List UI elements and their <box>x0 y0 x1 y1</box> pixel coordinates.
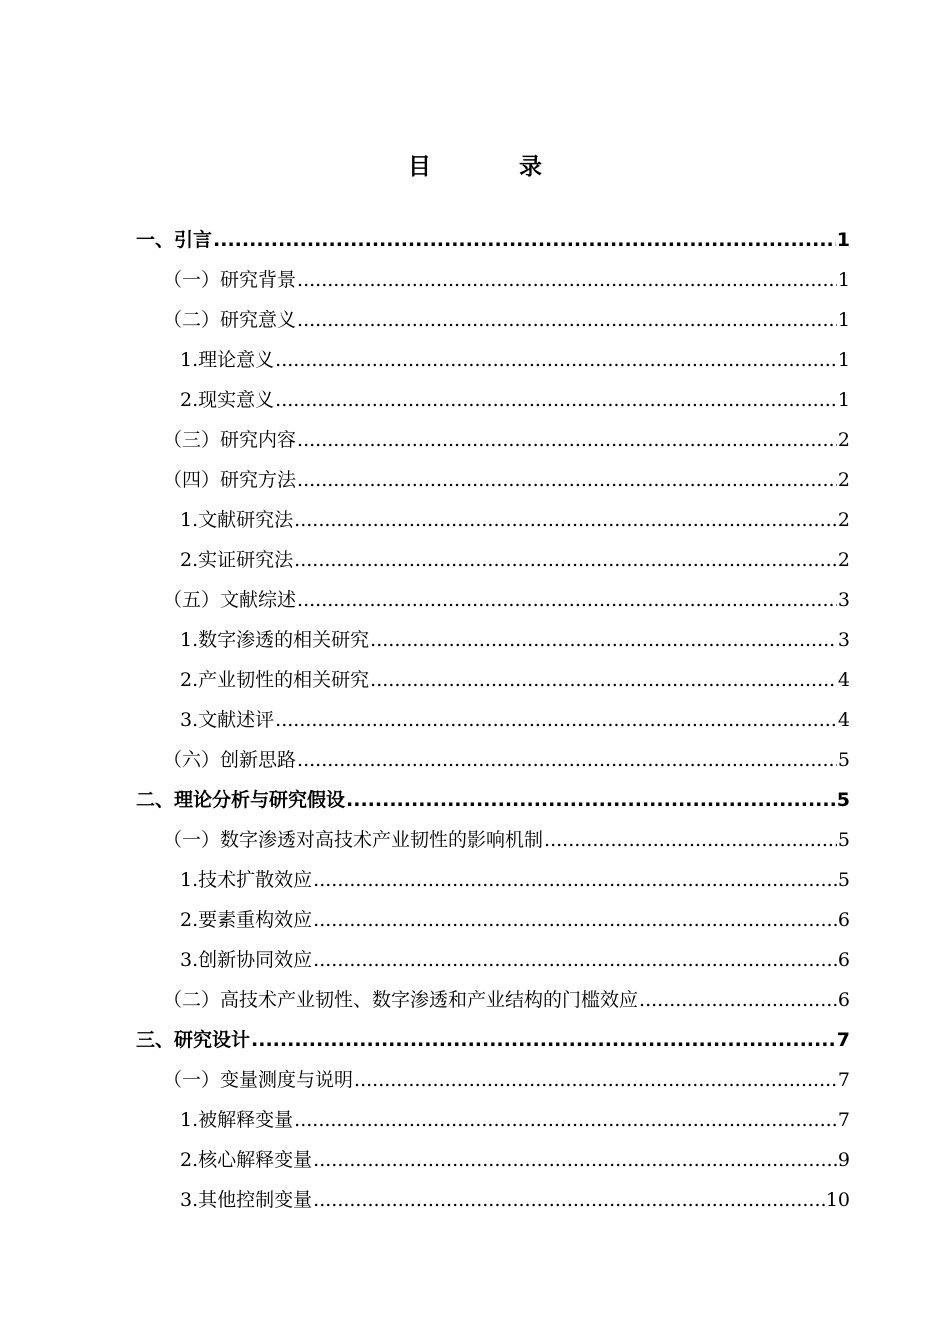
dot-leader <box>294 1100 837 1140</box>
toc-entry-level-1[interactable] <box>136 1020 850 1060</box>
toc-entry-page-number: 7 <box>837 1069 850 1091</box>
toc-entry-level-3[interactable] <box>180 900 850 940</box>
toc-entry-level-3[interactable] <box>180 380 850 420</box>
toc-entry-level-2[interactable] <box>163 980 850 1020</box>
toc-entry-page-number: 1 <box>837 309 850 331</box>
toc-entry-level-2[interactable] <box>163 740 850 780</box>
toc-entry-level-2[interactable] <box>163 460 850 500</box>
toc-entry-label: 理论意义 <box>198 349 275 371</box>
dot-leader <box>639 980 837 1020</box>
toc-entry-label: 技术扩散效应 <box>198 869 313 891</box>
toc-entry-level-3[interactable] <box>180 1140 850 1180</box>
toc-entry-page-number: 1 <box>837 389 850 411</box>
toc-entry-page-number: 1 <box>837 349 850 371</box>
toc-entry-number: （六） <box>163 749 221 771</box>
dot-leader <box>297 740 837 780</box>
toc-entry-level-3[interactable] <box>180 860 850 900</box>
dot-leader <box>313 900 837 940</box>
toc-entry-page-number: 7 <box>837 1109 850 1131</box>
toc-entry-level-3[interactable] <box>180 660 850 700</box>
toc-entry-page-number: 2 <box>837 429 850 451</box>
toc-entry-page-number: 5 <box>837 829 850 851</box>
toc-entry-label: 理论分析与研究假设 <box>174 789 346 811</box>
toc-entry-label: 研究背景 <box>220 269 297 291</box>
toc-entry-label: 研究意义 <box>220 309 297 331</box>
dot-leader <box>297 460 837 500</box>
toc-entry-label: 变量测度与说明 <box>220 1069 354 1091</box>
toc-entry-number: 2. <box>180 669 199 691</box>
toc-entry-number: 2. <box>180 389 199 411</box>
toc-entry-number: （五） <box>163 589 221 611</box>
toc-entry-page-number: 1 <box>836 229 850 251</box>
toc-entry-number: 1. <box>180 1109 199 1131</box>
toc-entry-label: 文献研究法 <box>198 509 294 531</box>
dot-leader <box>275 340 837 380</box>
toc-entry-label: 创新思路 <box>220 749 297 771</box>
toc-entry-label: 数字渗透的相关研究 <box>198 629 370 651</box>
toc-entry-page-number: 6 <box>837 909 850 931</box>
toc-entry-number: 三、 <box>136 1029 175 1051</box>
toc-entry-number: 2. <box>180 909 199 931</box>
toc-entry-label: 研究方法 <box>220 469 297 491</box>
toc-entry-level-3[interactable] <box>180 700 850 740</box>
toc-entry-number: 3. <box>180 709 199 731</box>
toc-entry-label: 实证研究法 <box>198 549 294 571</box>
toc-entry-number: 1. <box>180 509 199 531</box>
dot-leader <box>313 860 837 900</box>
toc-entry-page-number: 4 <box>837 709 850 731</box>
toc-entry-level-2[interactable] <box>163 820 850 860</box>
toc-entry-level-2[interactable] <box>163 580 850 620</box>
toc-entry-page-number: 5 <box>836 789 850 811</box>
toc-entry-number: （二） <box>163 989 221 1011</box>
toc-entry-label: 研究设计 <box>174 1029 251 1051</box>
toc-entry-number: （一） <box>163 1069 221 1091</box>
toc-entry-number: （二） <box>163 309 221 331</box>
toc-entry-number: 1. <box>180 629 199 651</box>
toc-entry-page-number: 4 <box>837 669 850 691</box>
dot-leader <box>370 660 837 700</box>
toc-entry-label: 产业韧性的相关研究 <box>198 669 370 691</box>
toc-entry-page-number: 7 <box>836 1029 850 1051</box>
toc-entry-level-3[interactable] <box>180 540 850 580</box>
toc-entry-number: （一） <box>163 829 221 851</box>
dot-leader <box>313 1180 825 1220</box>
toc-title: 目 录 <box>407 154 582 180</box>
dot-leader <box>275 700 837 740</box>
dot-leader <box>313 1140 837 1180</box>
toc-entry-number: 二、 <box>136 789 175 811</box>
toc-entry-label: 要素重构效应 <box>198 909 313 931</box>
toc-entry-label: 文献综述 <box>220 589 297 611</box>
toc-entry-number: （三） <box>163 429 221 451</box>
dot-leader <box>251 1020 836 1060</box>
toc-entry-page-number: 5 <box>837 869 850 891</box>
toc-entry-label: 核心解释变量 <box>198 1149 313 1171</box>
toc-entry-page-number: 2 <box>837 549 850 571</box>
toc-entry-number: 一、 <box>136 229 175 251</box>
toc-entry-number: 2. <box>180 549 199 571</box>
toc-entry-level-3[interactable] <box>180 1100 850 1140</box>
toc-entry-level-3[interactable] <box>180 1180 850 1220</box>
toc-entry-page-number: 10 <box>825 1189 850 1211</box>
toc-entry-level-1[interactable] <box>136 780 850 820</box>
toc-entry-level-2[interactable] <box>163 260 850 300</box>
toc-entry-page-number: 2 <box>837 469 850 491</box>
toc-entry-page-number: 3 <box>837 629 850 651</box>
toc-entry-page-number: 5 <box>837 749 850 771</box>
dot-leader <box>354 1060 837 1100</box>
toc-entry-label: 创新协同效应 <box>198 949 313 971</box>
toc-entry-number: （四） <box>163 469 221 491</box>
toc-entry-page-number: 1 <box>837 269 850 291</box>
toc-entry-number: 2. <box>180 1149 199 1171</box>
toc-entry-label: 其他控制变量 <box>198 1189 313 1211</box>
dot-leader <box>294 540 837 580</box>
toc-entry-number: （一） <box>163 269 221 291</box>
toc-entry-number: 1. <box>180 349 199 371</box>
toc-entry-label: 文献述评 <box>198 709 275 731</box>
toc-entry-label: 研究内容 <box>220 429 297 451</box>
toc-entry-level-3[interactable] <box>180 500 850 540</box>
dot-leader <box>213 220 836 260</box>
toc-entry-level-3[interactable] <box>180 620 850 660</box>
toc-entry-label: 数字渗透对高技术产业韧性的影响机制 <box>220 829 544 851</box>
dot-leader <box>370 620 837 660</box>
dot-leader <box>297 580 837 620</box>
dot-leader <box>544 820 837 860</box>
toc-entry-level-3[interactable] <box>180 340 850 380</box>
dot-leader <box>275 380 837 420</box>
toc-entry-page-number: 9 <box>837 1149 850 1171</box>
toc-entry-level-2[interactable] <box>163 1060 850 1100</box>
toc-entry-level-2[interactable] <box>163 420 850 460</box>
toc-entry-level-2[interactable] <box>163 300 850 340</box>
toc-entry-label: 现实意义 <box>198 389 275 411</box>
dot-leader <box>297 420 837 460</box>
dot-leader <box>346 780 836 820</box>
toc-entry-number: 3. <box>180 949 199 971</box>
toc-entry-number: 3. <box>180 1189 199 1211</box>
toc-entry-label: 高技术产业韧性、数字渗透和产业结构的门槛效应 <box>220 989 639 1011</box>
toc-entry-page-number: 6 <box>837 949 850 971</box>
dot-leader <box>313 940 837 980</box>
toc-entry-label: 被解释变量 <box>198 1109 294 1131</box>
dot-leader <box>294 500 837 540</box>
toc-entry-page-number: 6 <box>837 989 850 1011</box>
toc-entry-label: 引言 <box>174 229 213 251</box>
toc-entry-number: 1. <box>180 869 199 891</box>
toc-entry-page-number: 3 <box>837 589 850 611</box>
dot-leader <box>297 260 837 300</box>
toc-entry-level-3[interactable] <box>180 940 850 980</box>
toc-entry-page-number: 2 <box>837 509 850 531</box>
toc-entry-level-1[interactable] <box>136 220 850 260</box>
dot-leader <box>297 300 837 340</box>
